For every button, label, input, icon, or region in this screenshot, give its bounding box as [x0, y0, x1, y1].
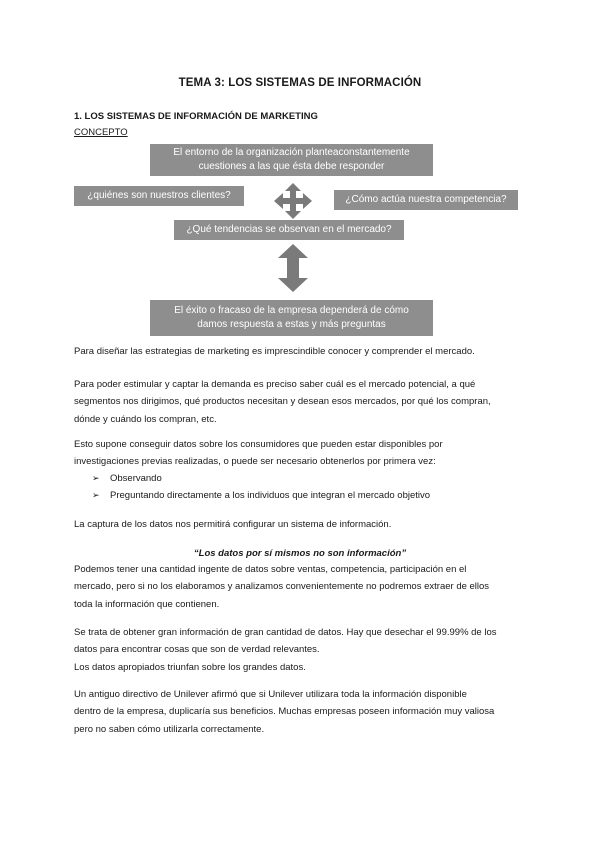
quote: “Los datos por sí mismos no son información” [193, 548, 407, 559]
text-line: mercado, pero si no los elaboramos y analizamos convenientemente no podremos extraer de ellos [74, 581, 490, 593]
diagram-top-line-1: El entorno de la organización planteaconstantemente [173, 147, 410, 158]
diagram-left-box: ¿quiénes son nuestros clientes? [74, 186, 244, 206]
vertical-double-arrow-icon [278, 244, 308, 292]
diagram-bottom-box [150, 300, 433, 336]
paragraph-4 [74, 516, 534, 533]
diagram-bottom-line-1: El éxito o fracaso de la empresa dependerá de cómo [174, 305, 409, 316]
paragraph-2 [74, 376, 534, 428]
diagram-top-line-2: cuestiones a las que ésta debe responder [198, 161, 385, 172]
paragraph-6 [74, 624, 534, 676]
text-line: Los datos apropiados triunfan sobre los grandes datos. [74, 661, 306, 673]
text-line: toda la información que contienen. [74, 598, 220, 610]
bullet-arrow-icon: ➢ [92, 490, 100, 501]
paragraph-1 [74, 343, 534, 360]
text-line: pero no saben cómo utilizarla correctamente. [74, 723, 265, 735]
bullet-list [92, 470, 430, 505]
paragraph-7 [74, 686, 534, 738]
text-line: La captura de los datos nos permitirá configurar un sistema de información. [74, 519, 392, 530]
text-line: dónde y cuándo los compran, etc. [74, 413, 217, 425]
text-line: datos para encontrar cosas que son de verdad relevantes. [74, 644, 320, 656]
page-title: TEMA 3: LOS SISTEMAS DE INFORMACIÓN [178, 77, 422, 89]
section-heading: 1. LOS SISTEMAS DE INFORMACIÓN DE MARKETING [74, 111, 318, 122]
list-item-text: Preguntando directamente a los individuos que integran el mercado objetivo [110, 490, 431, 502]
four-way-arrow-icon [274, 183, 312, 219]
text-line: segmentos nos dirigimos, qué productos necesitan y desean esos mercados, por qué los compran, [74, 396, 491, 408]
concept-label: CONCEPTO [74, 127, 128, 138]
diagram-bottom-line-2: damos respuesta a estas y más preguntas [197, 319, 386, 330]
text-line: Para poder estimular y captar la demanda es preciso saber cuál es el mercado potencial, a qué [74, 379, 476, 390]
text-line: Se trata de obtener gran información de gran cantidad de datos. Hay que desechar el 99.99% de los [74, 627, 497, 638]
text-line: Para diseñar las estrategias de marketing es imprescindible conocer y comprender el mercado. [74, 346, 475, 357]
diagram-right-box: ¿Cómo actúa nuestra competencia? [334, 190, 518, 210]
text-line: Un antiguo directivo de Unilever afirmó que si Unilever utilizara toda la información disponible [74, 689, 467, 700]
text-line: Esto supone conseguir datos sobre los consumidores que pueden estar disponibles por [74, 439, 443, 450]
text-line: investigaciones previas realizadas, o puede ser necesario obtenerlos por primera vez: [74, 456, 436, 468]
diagram-top-box [150, 144, 433, 176]
text-line: Podemos tener una cantidad ingente de datos sobre ventas, competencia, participación en el [74, 564, 467, 575]
paragraph-3 [74, 436, 534, 471]
list-item [92, 470, 430, 487]
list-item [92, 487, 430, 504]
text-line: dentro de la empresa, duplicaría sus beneficios. Muchas empresas poseen información muy valiosa [74, 706, 495, 718]
paragraph-5 [74, 561, 534, 613]
list-item-text: Observando [110, 473, 162, 484]
diagram-middle-box: ¿Qué tendencias se observan en el mercado? [174, 220, 404, 240]
bullet-arrow-icon: ➢ [92, 473, 100, 483]
